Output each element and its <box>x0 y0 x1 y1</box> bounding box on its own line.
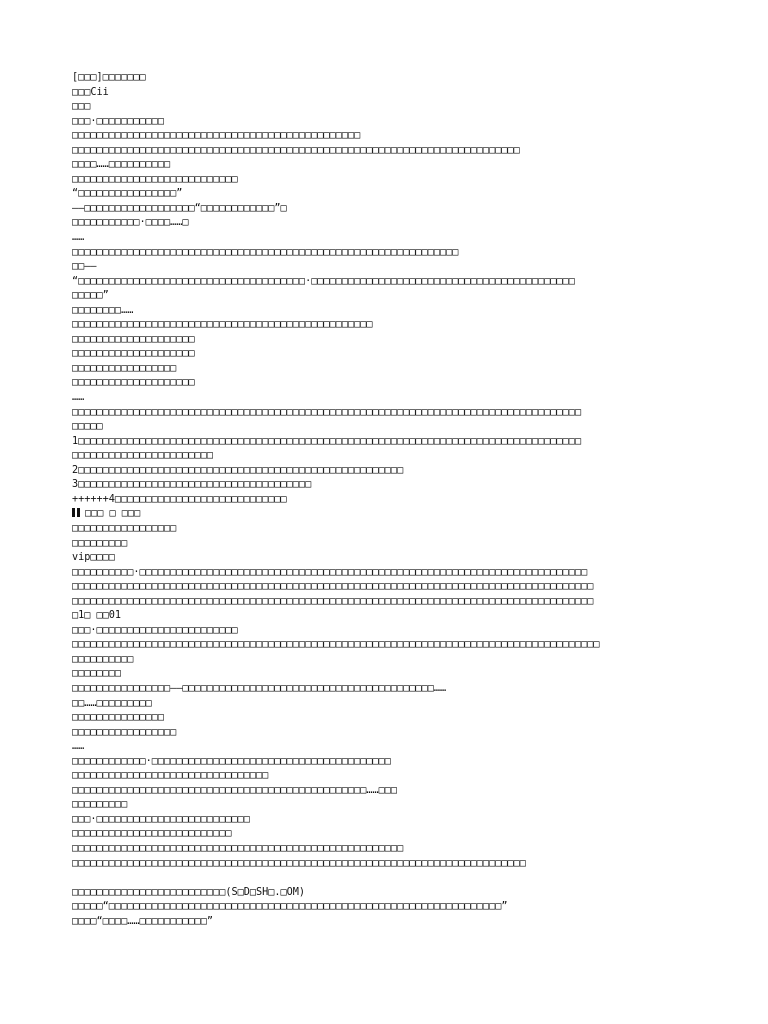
text-line: □□□·□□□□□□□□□□□□□□□□□□□□□□□ <box>72 624 238 636</box>
text-line: □□□□□□□□□□□□□□□□□□□□□□□□□□□ <box>72 173 238 185</box>
text-line: □□□□□ <box>72 421 103 433</box>
text-line: □□□□□□□□…… <box>72 304 134 316</box>
text-line: □□□□□□□□□□□□□□□□□□□□□□□□□(S□D□SH□.□OM) <box>72 886 306 898</box>
text-line: □□□□□□□□□□□□□□□□□□□□□□□□□□ <box>72 828 232 840</box>
text-line: □□□□□□□□□□□·□□□□……□ <box>72 217 189 229</box>
text-line: …… <box>72 741 85 753</box>
text-line: □□□□□“□□□□□□□□□□□□□□□□□□□□□□□□□□□□□□□□□□□□□□□□□□□□□□□□□□□□□□□□□□□□□□□□” <box>72 901 508 913</box>
text-line: □□□□□□□□□□□□□□□ <box>72 712 165 724</box>
text-line: □□□□□□□□ <box>72 668 122 680</box>
text-line: □□□□□□□□□□□□□□□□□□□□ <box>72 348 195 360</box>
text-line: □□□□□□□□□□□□□□□□□□□□□□□□□□□□□□□□□□□□□□□□□□□□□□□□□□□□□□□□□□□□□□□□□□□□□□□□□ <box>72 144 520 156</box>
text-line: □□□□□□□□□□□□□□□□□□□□□□□□□□□□□□□□□□□□□□□□□□□□□□□□□□□□□□□□□□□□□□□□□□□□□□□□□□□□□□□□□□□□□ <box>72 581 594 593</box>
text-line-with-icon <box>72 507 712 522</box>
text-line: □□□□□□□□□□□□□□□□□□□□□□□□□□□□□□□□□□□□□□□□□□□□□□□□□□□□□□□□□□□□□□□□□□□□□□□□□□ <box>72 857 526 869</box>
text-line: □□□□“□□□□……□□□□□□□□□□□” <box>72 915 214 927</box>
text-line: □□□□□□□□□□□□·□□□□□□□□□□□□□□□□□□□□□□□□□□□□□□□□□□□□□□□ <box>72 755 391 767</box>
text-line: □□□□□□□□□□□□□□□□□□□□□□□□□□□□□□□□□□□□□□□□□□□□□□□□□ <box>72 319 373 331</box>
text-line: [□□□]□□□□□□□ <box>72 72 146 83</box>
text-line: □□□·□□□□□□□□□□□□□□□□□□□□□□□□□ <box>72 813 250 825</box>
text-line: vip□□□□ <box>72 552 115 564</box>
text-line: □□□□□□□□□□□□□□□□□□□□ <box>72 377 195 389</box>
text-line: ——□□□□□□□□□□□□□□□□□□“□□□□□□□□□□□□”□ <box>72 202 287 214</box>
blank-line <box>72 871 712 886</box>
pause-icon <box>72 508 81 517</box>
text-line: □□□□□□□□□□□□□□□□□□□□□□□□□□□□□□□□□□□□□□□□□□□□□□□□□□□□□□□□□□□□□□□□□□□□□□□□□□□□□□□□□□□□□□ <box>72 639 600 651</box>
text-line: □□□□□□□□□□□□□□□□□□□□□□□□□□□□□□□□□□□□□□□□□□□□□□□□□□□□□□□□□□□□□□□□□□□□□□□□□□□□□□□□□□□ <box>72 406 582 418</box>
text-line: 3□□□□□□□□□□□□□□□□□□□□□□□□□□□□□□□□□□□□□□ <box>72 479 312 491</box>
text-line: □1□ □□01 <box>72 610 122 622</box>
text-line: □□□□□□□□□□□□□□□□□□□□□□□ <box>72 450 214 462</box>
text-line: □□□□□□□□□□□□□□□□□ <box>72 522 177 534</box>
text-line: “□□□□□□□□□□□□□□□□” <box>72 188 183 200</box>
text-line: …… <box>72 392 85 404</box>
text-line: □□□□□□□□□□□□□□□□□□□□□□□□□□□□□□□□□□□□□□□□□□□□□□□□□□□□□□□□□□□□□□□ <box>72 246 459 258</box>
text-line: ++++++4□□□□□□□□□□□□□□□□□□□□□□□□□□□□ <box>72 493 287 505</box>
text-line: □□□·□□□□□□□□□□□ <box>72 115 165 127</box>
text-line: □□□□□□□□□□ <box>72 653 134 665</box>
text-line: “□□□□□□□□□□□□□□□□□□□□□□□□□□□□□□□□□□□□□·□□□□□□□□□□□□□□□□□□□□□□□□□□□□□□□□□□□□□□□□□□□ <box>72 275 575 287</box>
text-line: □□□ □ □□□ <box>85 508 141 520</box>
text-line: □□—— <box>72 261 97 273</box>
text-line: □□□□□” <box>72 290 109 302</box>
text-line: □□□□□□□□□□□□□□□□□□□□□□□□□□□□□□□□□□□□□□□□□□□□□□□□……□□□ <box>72 784 398 796</box>
text-line: 1□□□□□□□□□□□□□□□□□□□□□□□□□□□□□□□□□□□□□□□□□□□□□□□□□□□□□□□□□□□□□□□□□□□□□□□□□□□□□□□□□□ <box>72 435 582 447</box>
text-line: □□□□□□□□□□□□□□□□□□□□□□□□□□□□□□□□□□□□□□□□□□□□□□□ <box>72 130 361 142</box>
text-line: □□□□□□□□□□□□□□□□□ <box>72 726 177 738</box>
text-line: □□□ <box>72 101 91 113</box>
text-line: □□□□□□□□□□□□□□□□□□□□□□□□□□□□□□□□ <box>72 770 269 782</box>
text-line: 2□□□□□□□□□□□□□□□□□□□□□□□□□□□□□□□□□□□□□□□□□□□□□□□□□□□□□ <box>72 464 404 476</box>
text-line: □□□□……□□□□□□□□□□ <box>72 159 171 171</box>
text-line: □□□Cii <box>72 86 109 98</box>
text-line: □□□□□□□□□□□□□□□□□ <box>72 362 177 374</box>
text-line: □□□□□□□□□□□□□□□□□□□□ <box>72 333 195 345</box>
text-line: □□□□□□□□□ <box>72 537 128 549</box>
text-line: □□……□□□□□□□□□ <box>72 697 152 709</box>
text-line: □□□□□□□□□□·□□□□□□□□□□□□□□□□□□□□□□□□□□□□□□□□□□□□□□□□□□□□□□□□□□□□□□□□□□□□□□□□□□□□□□□□□ <box>72 566 588 578</box>
text-line: □□□□□□□□□ <box>72 799 128 811</box>
text-line: □□□□□□□□□□□□□□□□——□□□□□□□□□□□□□□□□□□□□□□□□□□□□□□□□□□□□□□□□□…… <box>72 682 447 694</box>
text-line: □□□□□□□□□□□□□□□□□□□□□□□□□□□□□□□□□□□□□□□□□□□□□□□□□□□□□□ <box>72 842 404 854</box>
text-line: □□□□□□□□□□□□□□□□□□□□□□□□□□□□□□□□□□□□□□□□□□□□□□□□□□□□□□□□□□□□□□□□□□□□□□□□□□□□□□□□□□□□□ <box>72 595 594 607</box>
document-page <box>72 71 712 929</box>
text-line: …… <box>72 232 85 244</box>
